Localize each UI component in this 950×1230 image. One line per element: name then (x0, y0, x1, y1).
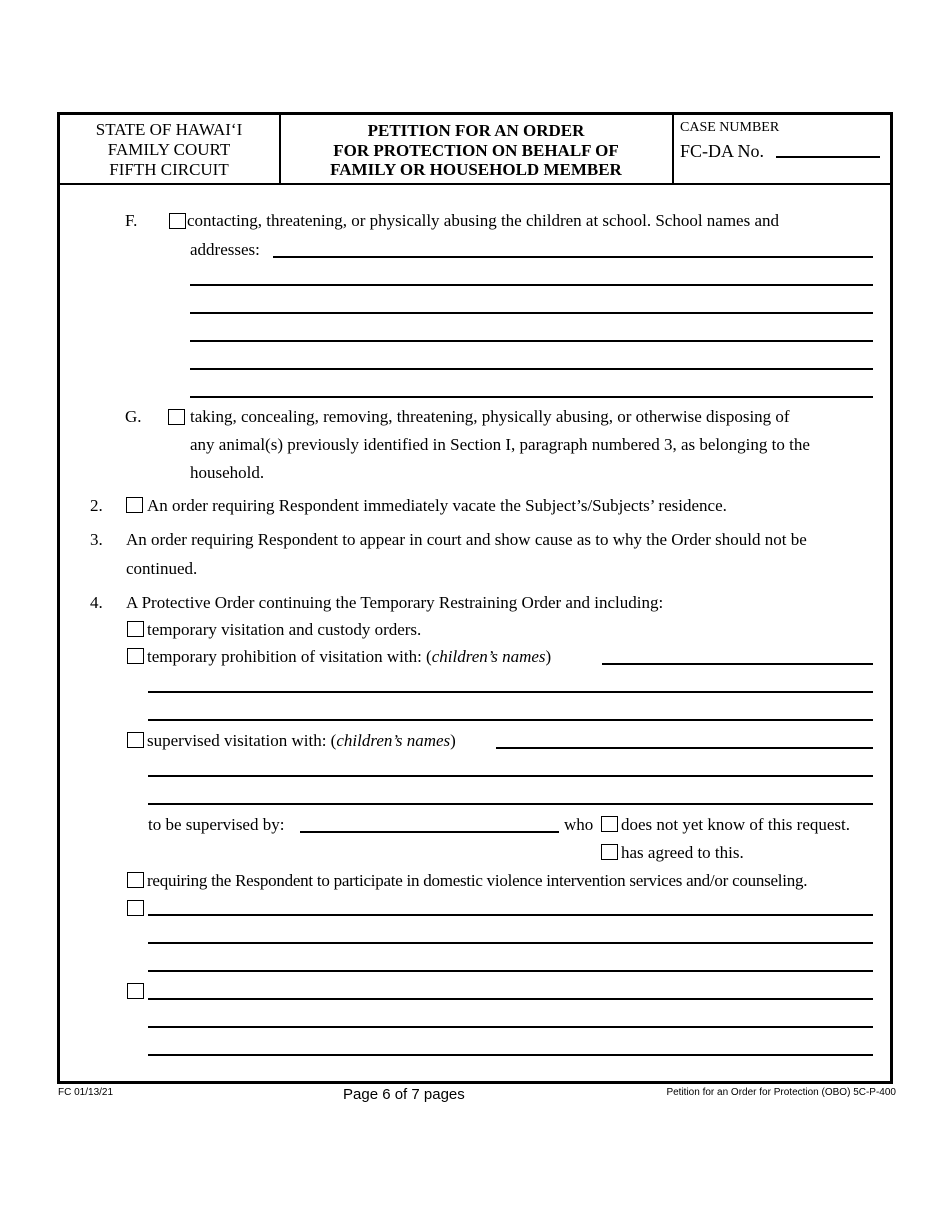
prohibition-checkbox[interactable] (127, 648, 144, 664)
addresses-line[interactable] (190, 284, 873, 286)
form-title-footer: Petition for an Order for Protection (OBO) 5C-P-400 (666, 1087, 896, 1098)
addresses-label: addresses: (190, 240, 260, 259)
supervised-by-label: to be supervised by: (148, 815, 285, 834)
document-title (282, 121, 670, 180)
court-type: FAMILY COURT (107, 140, 231, 159)
prohibition-names-line[interactable] (148, 691, 873, 693)
header-divider (57, 183, 893, 185)
close-paren: ) (450, 731, 456, 750)
item-g-checkbox[interactable] (168, 409, 185, 425)
prohibition-names-line[interactable] (602, 663, 873, 665)
other-line[interactable] (148, 1054, 873, 1056)
supervised-text (147, 731, 456, 751)
item-3-text: An order requiring Respondent to appear in court and show cause as to why the Order should not be (126, 530, 807, 549)
item-3-number: 3. (90, 530, 103, 549)
prohibition-text (147, 647, 551, 667)
childrens-names-label: children’s names (431, 647, 546, 666)
case-number-label: CASE NUMBER (680, 120, 780, 135)
addresses-line[interactable] (190, 396, 873, 398)
item-2-text: An order requiring Respondent immediately vacate the Subject’s/Subjects’ residence. (147, 496, 727, 515)
supervisor-name-line[interactable] (300, 831, 559, 833)
who-label: who (564, 815, 594, 834)
supervised-prefix: supervised visitation with: ( (147, 731, 337, 750)
not-know-checkbox[interactable] (601, 816, 618, 832)
other-line[interactable] (148, 942, 873, 944)
dv-services-checkbox[interactable] (127, 872, 144, 888)
custody-text: temporary visitation and custody orders. (147, 620, 422, 639)
court-circuit: FIFTH CIRCUIT (109, 160, 229, 179)
supervised-names-line[interactable] (496, 747, 873, 749)
other-line[interactable] (148, 1026, 873, 1028)
prohibition-prefix: temporary prohibition of visitation with: ( (147, 647, 432, 666)
childrens-names-label: children’s names (336, 731, 451, 750)
addresses-line[interactable] (190, 312, 873, 314)
supervised-checkbox[interactable] (127, 732, 144, 748)
not-know-text: does not yet know of this request. (621, 815, 850, 834)
addresses-line[interactable] (190, 340, 873, 342)
addresses-line[interactable] (273, 256, 873, 258)
item-g-text: any animal(s) previously identified in Section I, paragraph numbered 3, as belonging to the (190, 435, 810, 454)
item-g-text: household. (190, 463, 265, 482)
item-4-intro: A Protective Order continuing the Temporary Restraining Order and including: (126, 593, 664, 612)
page-number: Page 6 of 7 pages (343, 1086, 465, 1103)
agreed-text: has agreed to this. (621, 843, 744, 862)
item-f-letter: F. (125, 211, 138, 230)
title-line: FOR PROTECTION ON BEHALF OF (333, 140, 619, 160)
custody-checkbox[interactable] (127, 621, 144, 637)
form-code: FC 01/13/21 (58, 1087, 114, 1098)
agreed-checkbox[interactable] (601, 844, 618, 860)
header-column-divider (279, 114, 281, 184)
court-state: STATE OF HAWAI‘I (95, 120, 243, 139)
item-2-checkbox[interactable] (126, 497, 143, 513)
other-line[interactable] (148, 970, 873, 972)
item-2-number: 2. (90, 496, 103, 515)
item-g-letter: G. (125, 407, 142, 426)
court-name (62, 120, 276, 180)
dv-services-text: requiring the Respondent to participate in domestic violence intervention services and/or counseling. (147, 871, 808, 890)
item-f-checkbox[interactable] (169, 213, 186, 229)
other-checkbox[interactable] (127, 983, 144, 999)
other-checkbox[interactable] (127, 900, 144, 916)
item-f-text: contacting, threatening, or physically abusing the children at school. School names and (187, 211, 780, 230)
title-line: FAMILY OR HOUSEHOLD MEMBER (330, 160, 622, 179)
supervised-names-line[interactable] (148, 803, 873, 805)
item-4-number: 4. (90, 593, 103, 612)
case-number-field[interactable] (776, 156, 880, 158)
close-paren: ) (545, 647, 552, 666)
addresses-line[interactable] (190, 368, 873, 370)
title-line: PETITION FOR AN ORDER (367, 121, 585, 140)
item-g-text: taking, concealing, removing, threatening, physically abusing, or otherwise disposing of (190, 407, 790, 426)
case-prefix: FC-DA No. (680, 141, 765, 161)
supervised-names-line[interactable] (148, 775, 873, 777)
other-line[interactable] (148, 914, 873, 916)
other-line[interactable] (148, 998, 873, 1000)
prohibition-names-line[interactable] (148, 719, 873, 721)
item-3-text: continued. (126, 559, 198, 578)
header-column-divider (672, 114, 674, 184)
